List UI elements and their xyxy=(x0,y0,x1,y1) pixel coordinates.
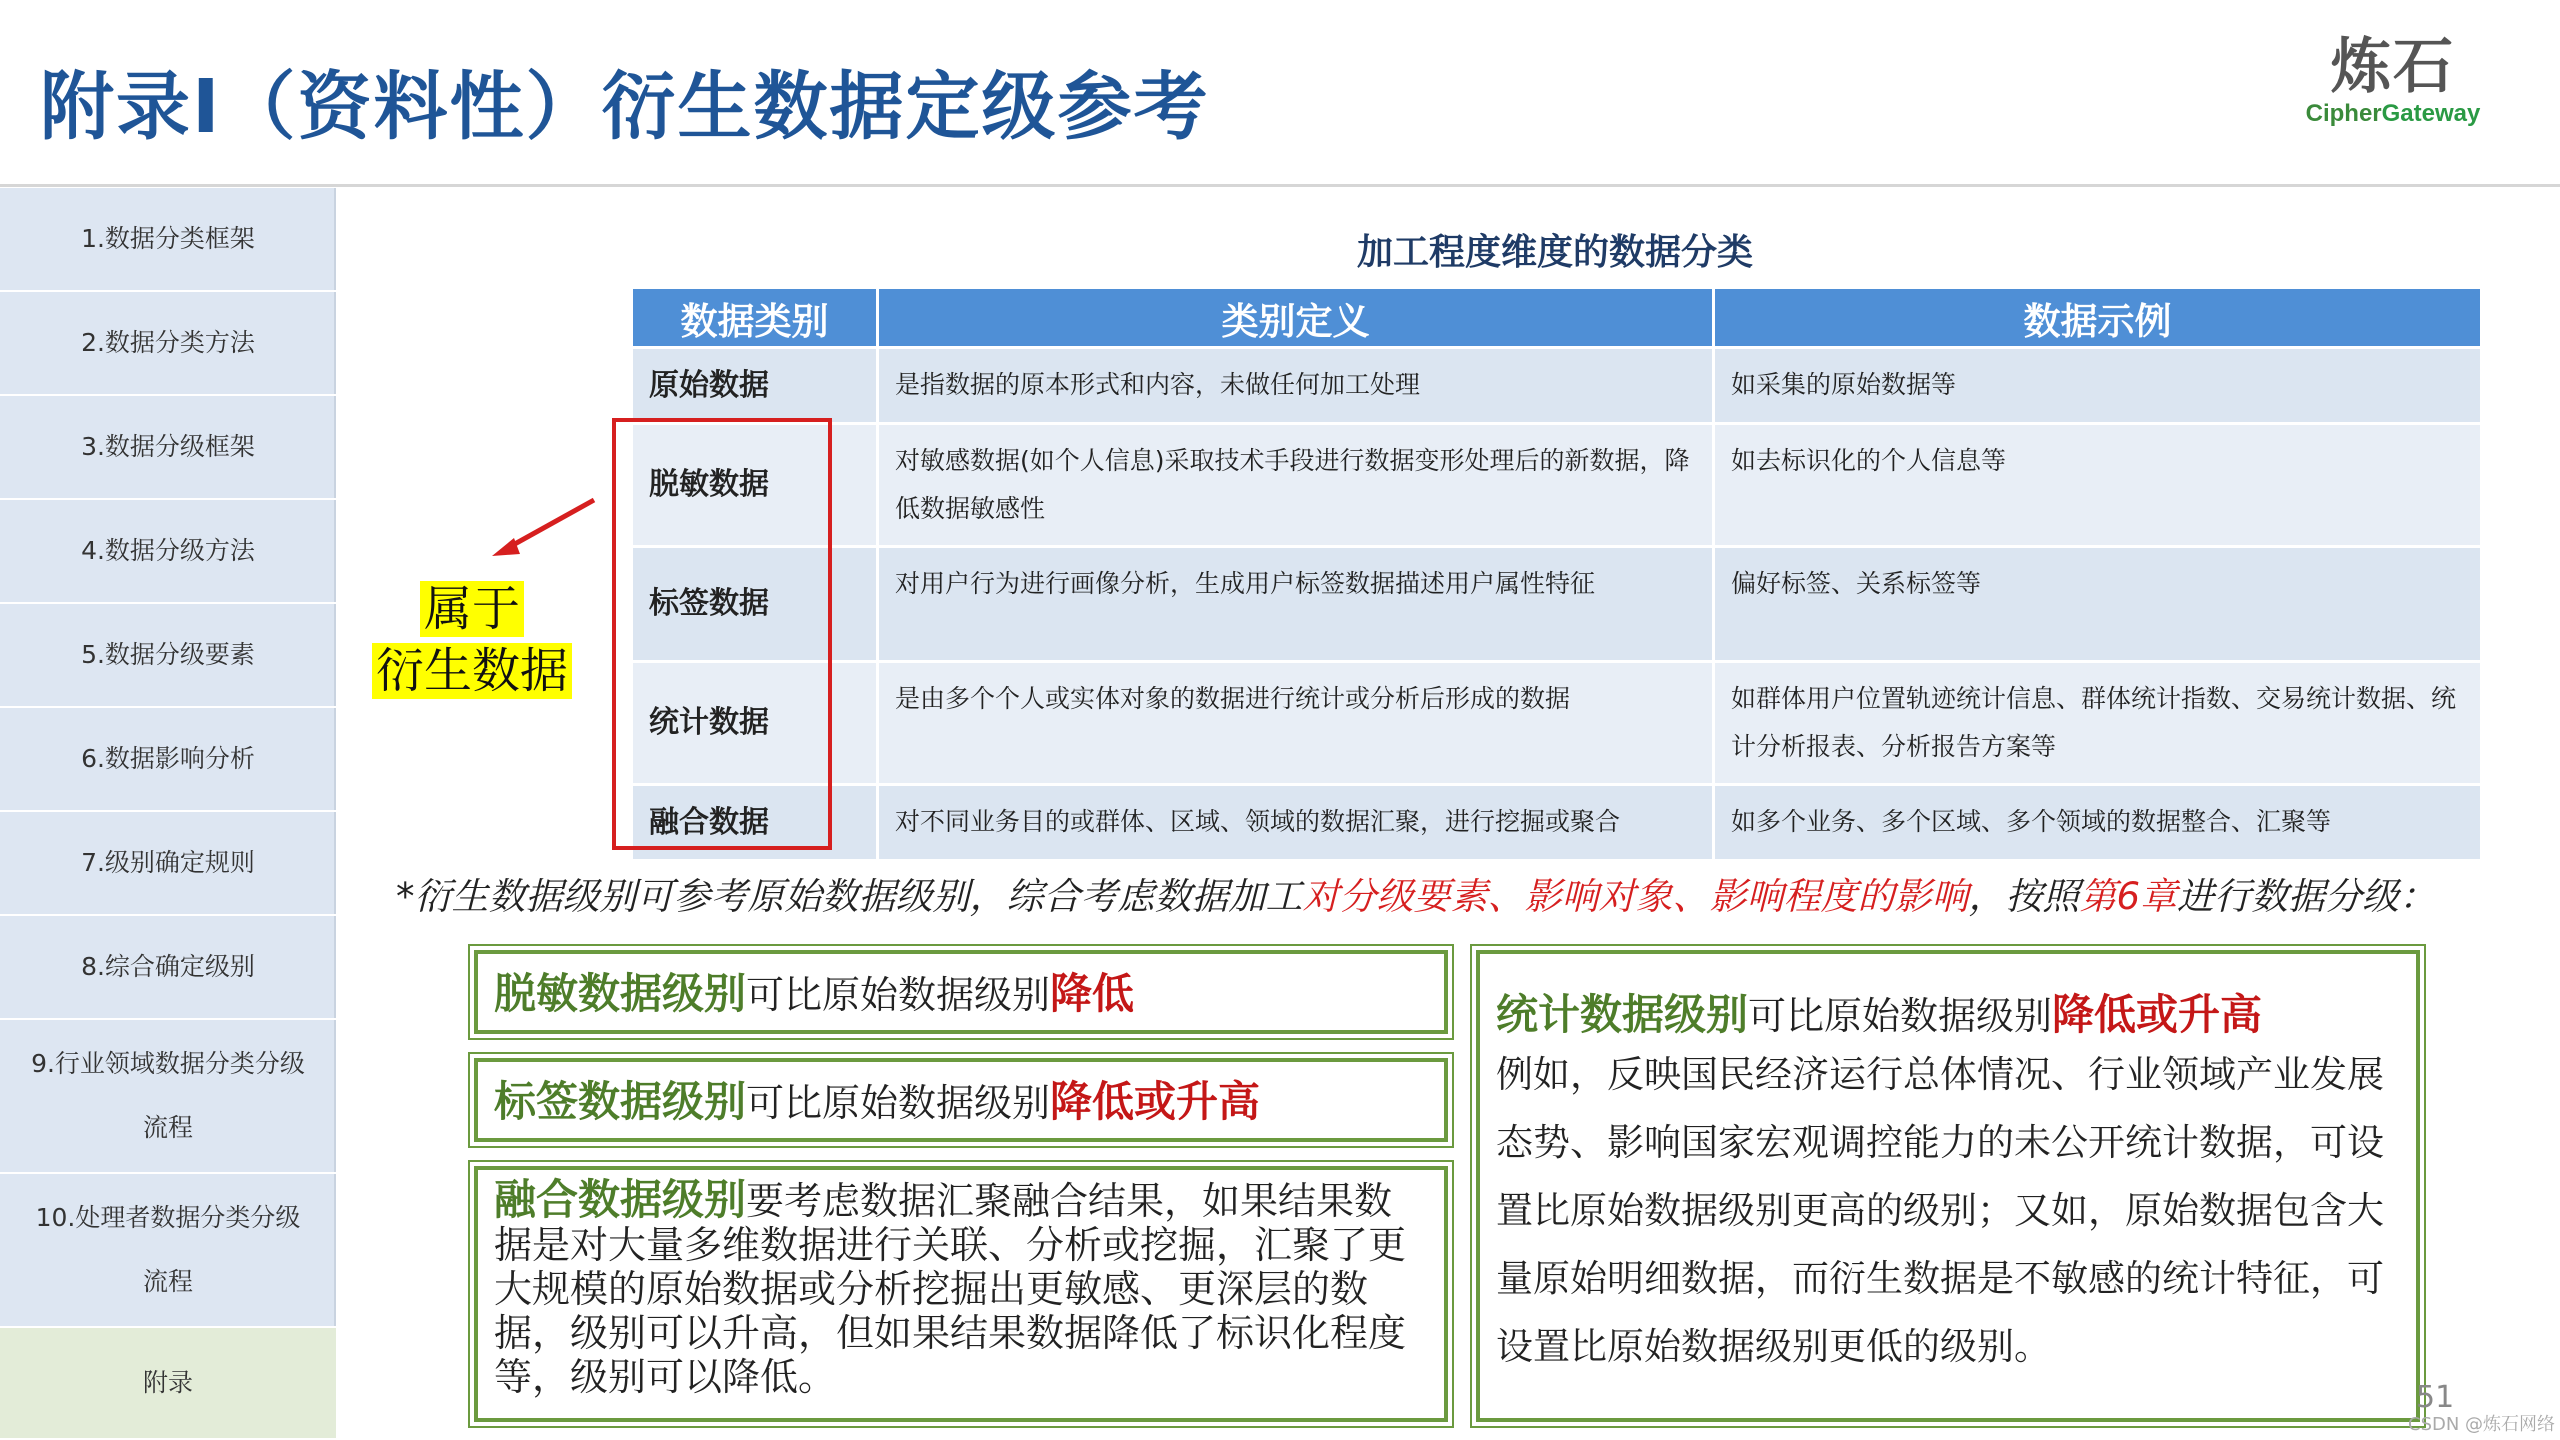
cell-example: 如群体用户位置轨迹统计信息、群体统计指数、交易统计数据、统计分析报表、分析报告方案等 xyxy=(1714,662,2482,785)
sidebar-item-grading-framework[interactable] xyxy=(0,396,336,500)
table-row xyxy=(632,785,2482,861)
box-text: 可比原始数据级别 xyxy=(746,973,1051,1017)
sidebar-item-label: 5.数据分级要素 xyxy=(81,640,255,669)
sidebar-item-impact-analysis[interactable] xyxy=(0,708,336,812)
column-header-definition: 类别定义 xyxy=(878,288,1714,348)
derived-data-highlight-frame xyxy=(612,418,832,850)
csdn-watermark: CSDN @炼石网络 xyxy=(2408,1414,2556,1435)
table-row xyxy=(632,348,2482,424)
column-header-category: 数据类别 xyxy=(632,288,878,348)
box-term: 统计数据级别 xyxy=(1496,990,1749,1039)
derived-data-callout xyxy=(372,578,572,702)
sidebar-item-label: 8.综合确定级别 xyxy=(81,952,255,981)
cell-example: 如采集的原始数据等 xyxy=(1714,348,2482,424)
sidebar-item-appendix[interactable] xyxy=(0,1328,336,1440)
note-part-3: ，按照 xyxy=(1968,875,2080,918)
note-part-1: *衍生数据级别可参考原始数据级别，综合考虑数据加工 xyxy=(396,875,1303,918)
sidebar-item-label: 附录 xyxy=(142,1368,193,1397)
statistical-level-box xyxy=(1476,950,2420,1422)
callout-line-2: 衍生数据 xyxy=(372,643,572,699)
header-divider xyxy=(0,184,2560,187)
sidebar-item-label: 10.处理者数据分类分级流程 xyxy=(35,1203,301,1296)
page-title: 附录I（资料性）衍生数据定级参考 xyxy=(40,64,1210,150)
box-body: 例如，反映国民经济运行总体情况、行业领域产业发展态势、影响国家宏观调控能力的未公开统计数据，可设置比原始数据级别更高的级别；又如，原始数据包含大量原始明细数据，而衍生数据是不敏感的统计特征，可设置比原始数据级别更低的级别。 xyxy=(1496,1053,2384,1368)
logo-name-part1: Cipher xyxy=(2305,100,2382,127)
box-verdict: 降低或升高 xyxy=(2052,990,2263,1039)
table-row xyxy=(632,424,2482,547)
box-term: 脱敏数据级别 xyxy=(494,969,747,1018)
sidebar-item-grading-elements[interactable] xyxy=(0,604,336,708)
fusion-level-box xyxy=(474,1166,1448,1422)
note-part-4: 第6章 xyxy=(2079,875,2178,918)
cell-definition: 是指数据的原本形式和内容，未做任何加工处理 xyxy=(878,348,1714,424)
desensitized-level-box xyxy=(474,950,1448,1034)
box-text: 要考虑数据汇聚融合结果，如果结果数据是对大量多维数据进行关联、分析或挖掘，汇聚了更大规模的原始数据或分析挖掘出更敏感、更深层的数据，级别可以升高，但如果结果数据降低了标识化程度等，级别可以降低。 xyxy=(494,1179,1407,1399)
cell-example: 如去标识化的个人信息等 xyxy=(1714,424,2482,547)
arrow-left-down-icon xyxy=(484,492,604,562)
cell-definition: 对敏感数据(如个人信息)采取技术手段进行数据变形处理后的新数据，降低数据敏感性 xyxy=(878,424,1714,547)
column-header-example: 数据示例 xyxy=(1714,288,2482,348)
box-text: 可比原始数据级别 xyxy=(1748,994,2053,1038)
cell-definition: 对不同业务目的或群体、区域、领域的数据汇聚，进行挖掘或聚合 xyxy=(878,785,1714,861)
logo-name xyxy=(2298,100,2488,128)
sidebar-item-label: 9.行业领域数据分类分级流程 xyxy=(31,1049,305,1142)
box-verdict: 降低 xyxy=(1050,969,1135,1018)
sidebar-item-label: 4.数据分级方法 xyxy=(81,536,255,565)
sidebar-item-classification-framework[interactable] xyxy=(0,188,336,292)
sidebar-item-classification-method[interactable] xyxy=(0,292,336,396)
cell-definition: 对用户行为进行画像分析，生成用户标签数据描述用户属性特征 xyxy=(878,547,1714,662)
box-text: 可比原始数据级别 xyxy=(746,1081,1051,1125)
cell-example: 如多个业务、多个区域、多个领域的数据整合、汇聚等 xyxy=(1714,785,2482,861)
sidebar-item-processor-process[interactable] xyxy=(0,1174,336,1328)
logo-name-part2: Gateway xyxy=(2381,100,2481,127)
brand-logo xyxy=(2298,34,2488,128)
sidebar-item-label: 1.数据分类框架 xyxy=(81,224,255,253)
sidebar-item-label: 6.数据影响分析 xyxy=(81,744,255,773)
cell-example: 偏好标签、关系标签等 xyxy=(1714,547,2482,662)
page-number: 51 xyxy=(2416,1380,2455,1415)
sidebar-nav xyxy=(0,188,336,1440)
sidebar-item-label: 2.数据分类方法 xyxy=(81,328,255,357)
box-term: 标签数据级别 xyxy=(494,1077,747,1126)
sidebar-item-label: 3.数据分级框架 xyxy=(81,432,255,461)
sidebar-item-industry-process[interactable] xyxy=(0,1020,336,1174)
label-level-box xyxy=(474,1058,1448,1142)
table-row xyxy=(632,547,2482,662)
note-part-5: 进行数据分级： xyxy=(2177,875,2437,918)
grading-note xyxy=(396,866,2496,920)
cell-category: 脱敏数据 xyxy=(632,424,878,547)
note-part-2: 对分级要素、影响对象、影响程度的影响 xyxy=(1302,875,1969,918)
cell-category: 原始数据 xyxy=(632,348,878,424)
classification-table xyxy=(630,286,2483,862)
sidebar-item-combined-level[interactable] xyxy=(0,916,336,1020)
cell-definition: 是由多个个人或实体对象的数据进行统计或分析后形成的数据 xyxy=(878,662,1714,785)
box-verdict: 降低或升高 xyxy=(1050,1077,1261,1126)
table-row xyxy=(632,662,2482,785)
sidebar-item-level-rules[interactable] xyxy=(0,812,336,916)
cell-category: 统计数据 xyxy=(632,662,878,785)
cell-category: 融合数据 xyxy=(632,785,878,861)
logo-mark: 炼石 xyxy=(2331,32,2455,102)
table-caption: 加工程度维度的数据分类 xyxy=(1356,232,1753,273)
table-header-row xyxy=(632,288,2482,348)
sidebar-item-label: 7.级别确定规则 xyxy=(81,848,255,877)
cell-category: 标签数据 xyxy=(632,547,878,662)
callout-line-1: 属于 xyxy=(420,581,524,637)
box-term: 融合数据级别 xyxy=(494,1175,747,1224)
sidebar-item-grading-method[interactable] xyxy=(0,500,336,604)
